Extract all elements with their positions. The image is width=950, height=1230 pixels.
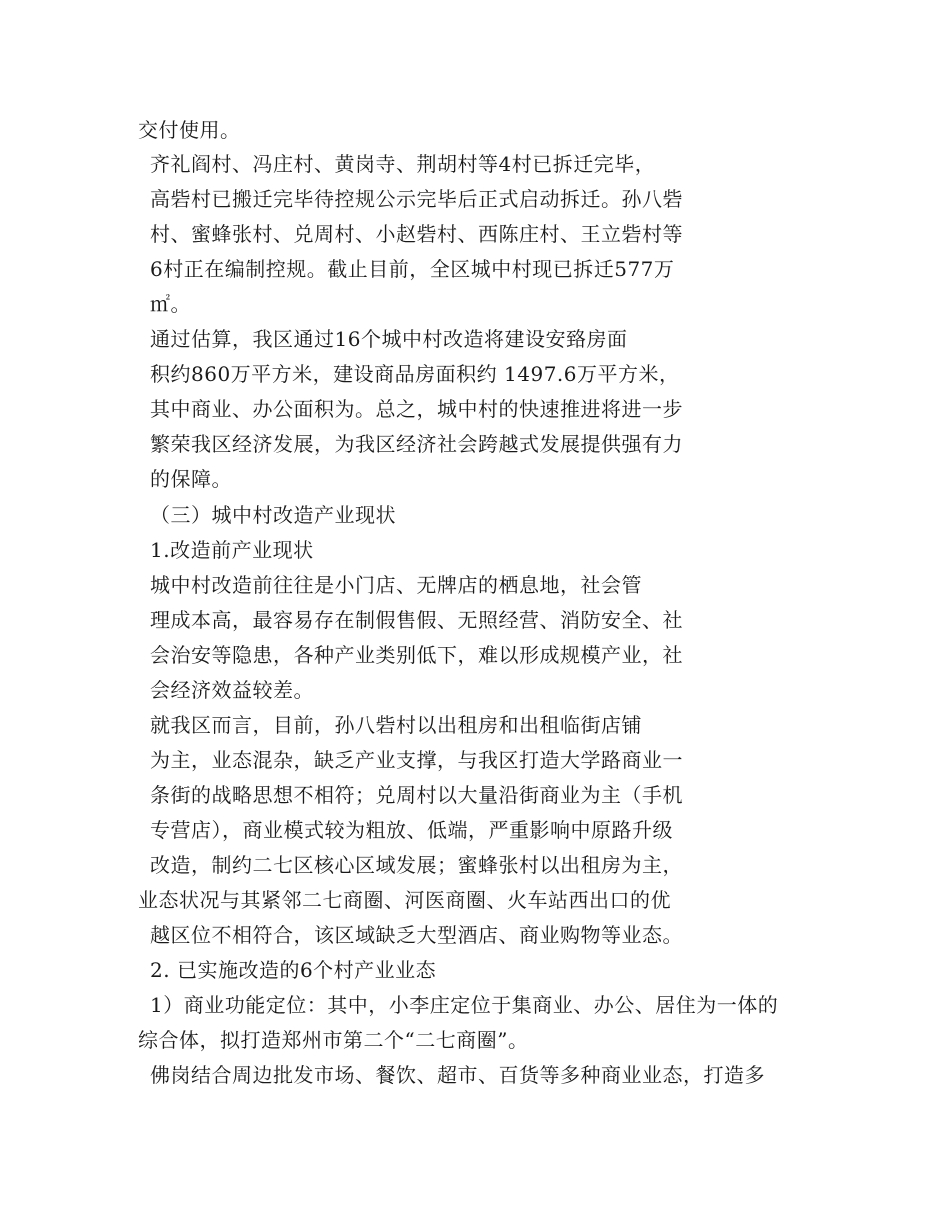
text-line: 其中商业、办公面积为。总之，城中村的快速推进将进一步 (150, 397, 683, 421)
text-line: 会经济效益较差。 (150, 678, 314, 702)
text-line: 就我区而言，目前，孙八砦村以出租房和出租临街店铺 (150, 713, 642, 737)
text-line: 交付使用。 (138, 118, 241, 142)
text-line: 理成本高，最容易存在制假售假、无照经营、消防安全、社 (150, 608, 683, 632)
text-line: 繁荣我区经济发展，为我区经济社会跨越式发展提供强有力 (150, 432, 683, 456)
subsection-heading: 2. 已实施改造的6个村产业业态 (150, 958, 437, 982)
text-line: 1）商业功能定位：其中，小李庄定位于集商业、办公、居住为一体的 (150, 993, 779, 1017)
text-line: 6村正在编制控规。截止目前，全区城中村现已拆迁577万 (150, 257, 675, 281)
text-line: 城中村改造前往往是小门店、无牌店的栖息地，社会管 (150, 573, 642, 597)
text-line: 齐礼阎村、冯庄村、黄岗寺、荆胡村等4村已拆迁完毕， (150, 152, 656, 176)
text-line: 佛岗结合周边批发市场、餐饮、超市、百货等多种商业业态，打造多 (150, 1063, 765, 1087)
text-line: 越区位不相符合，该区域缺乏大型酒店、商业购物等业态。 (150, 923, 683, 947)
subsection-heading: 1.改造前产业现状 (150, 538, 314, 562)
text-line: 会治安等隐患，各种产业类别低下，难以形成规模产业，社 (150, 643, 683, 667)
text-line: 专营店），商业模式较为粗放、低端，严重影响中原路升级 (150, 818, 673, 842)
text-line: 改造，制约二七区核心区域发展；蜜蜂张村以出租房为主， (150, 853, 683, 877)
text-line: 条街的战略思想不相符；兑周村以大量沿街商业为主（手机 (150, 783, 683, 807)
text-line: ㎡。 (150, 292, 191, 316)
text-line: 的保障。 (150, 467, 232, 491)
text-line: 业态状况与其紧邻二七商圈、河医商圈、火车站西出口的优 (138, 888, 671, 912)
text-line: 综合体，拟打造郑州市第二个“二七商圈”。 (138, 1028, 529, 1052)
text-line: 为主，业态混杂，缺乏产业支撑，与我区打造大学路商业一 (150, 748, 683, 772)
text-line: 通过估算，我区通过16个城中村改造将建设安臵房面 (150, 327, 628, 351)
text-line: 高砦村已搬迁完毕待控规公示完毕后正式启动拆迁。孙八砦 (150, 187, 683, 211)
text-line: 村、蜜蜂张村、兑周村、小赵砦村、西陈庄村、王立砦村等 (150, 222, 683, 246)
section-heading: （三）城中村改造产业现状 (150, 503, 396, 527)
text-line: 积约860万平方米，建设商品房面积约 1497.6万平方米， (150, 362, 680, 386)
